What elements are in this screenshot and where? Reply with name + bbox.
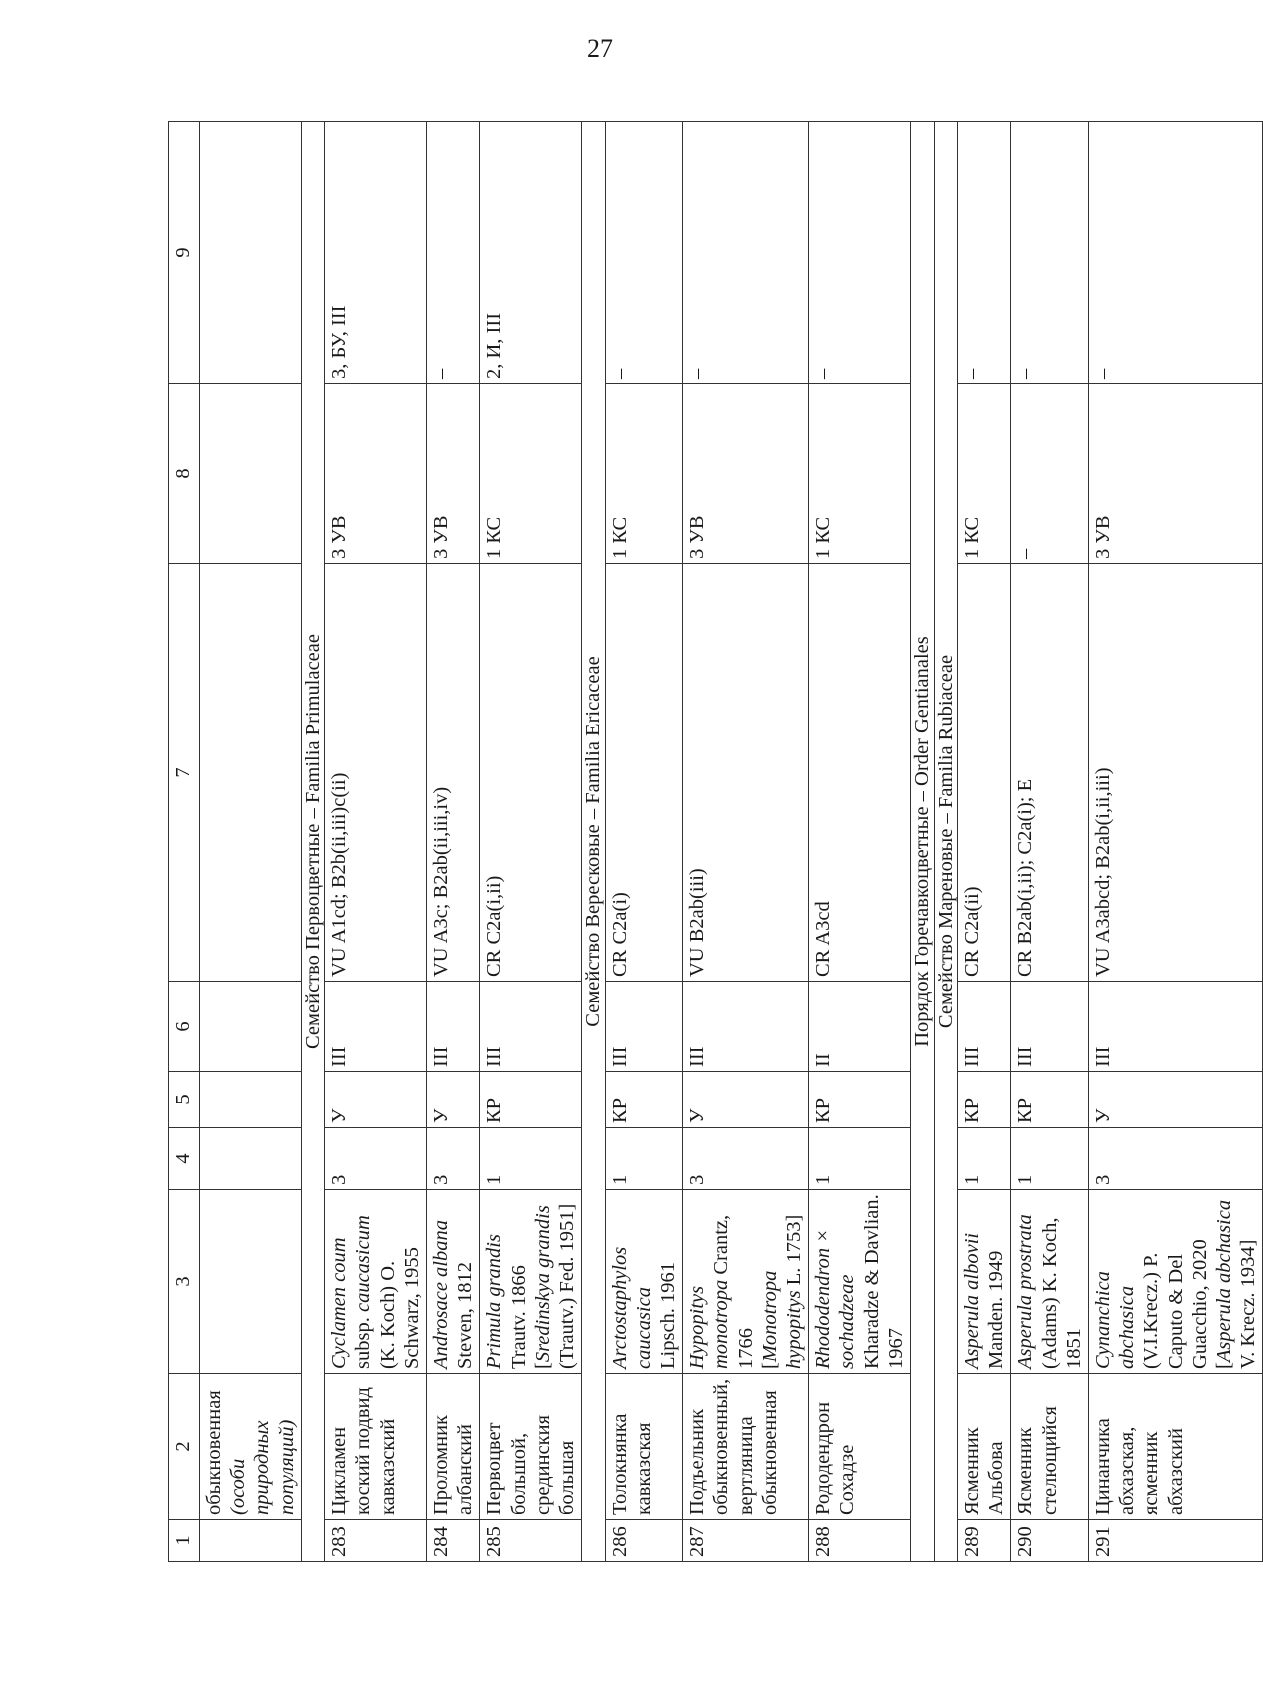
col-header-3: 3	[169, 1190, 200, 1374]
category-cell: 3	[1089, 1128, 1263, 1190]
section-title: Семейство Первоцветные – Familia Primulaceae	[301, 122, 325, 1562]
species-russian-name: Ясменник Альбова	[958, 1374, 1011, 1520]
order-title: Порядок Горечавкоцветные – Order Gentianales	[910, 122, 934, 1562]
priority-cell: III	[1011, 982, 1089, 1072]
notes-cell: –	[605, 122, 683, 384]
section-title: Семейство Вересковые – Familia Ericaceae	[582, 122, 606, 1562]
species-russian-name: Подъельник обыкновенный, вертляница обыкновенная	[683, 1374, 809, 1520]
species-russian-name: Проломник албанский	[427, 1374, 480, 1520]
priority-cell: III	[958, 982, 1011, 1072]
row-number: 284	[427, 1520, 480, 1562]
species-russian-name: Цикламен коский подвид кавказский	[325, 1374, 427, 1520]
notes-cell: 2, И, III	[480, 122, 582, 384]
row-number: 288	[809, 1520, 911, 1562]
species-russian-name: Цинанчика абхазская, ясменник абхазский	[1089, 1374, 1263, 1520]
status-cell: КР	[809, 1072, 911, 1128]
row-number: 290	[1011, 1520, 1089, 1562]
iucn-criteria-cell: CR C2a(i,ii)	[480, 564, 582, 982]
table-row	[1011, 122, 1089, 1562]
status-cell: У	[1089, 1072, 1263, 1128]
species-latin-name: Rhododendron × sochadzeae Kharadze & Davlian. 1967	[809, 1190, 911, 1374]
russia-category-cell: 3 УВ	[1089, 384, 1263, 564]
iucn-criteria-cell: VU A3c; B2ab(ii,iii,iv)	[427, 564, 480, 982]
notes-cell: –	[427, 122, 480, 384]
russia-category-cell: –	[1011, 384, 1089, 564]
species-russian-name: Ясменник стелющийся	[1011, 1374, 1089, 1520]
iucn-criteria-cell: VU A1cd; B2b(ii,iii)c(ii)	[325, 564, 427, 982]
priority-cell: III	[427, 982, 480, 1072]
row-number: 286	[605, 1520, 683, 1562]
russia-category-cell: 1 КС	[809, 384, 911, 564]
priority-cell: III	[325, 982, 427, 1072]
category-cell: 3	[427, 1128, 480, 1190]
row-number: 291	[1089, 1520, 1263, 1562]
section-header	[582, 122, 606, 1562]
iucn-criteria-cell: CR A3cd	[809, 564, 911, 982]
notes-cell: 3, БУ, III	[325, 122, 427, 384]
table-row	[325, 122, 427, 1562]
col-header-8: 8	[169, 384, 200, 564]
category-cell: 1	[958, 1128, 1011, 1190]
russia-category-cell: 1 КС	[605, 384, 683, 564]
table-row	[427, 122, 480, 1562]
section-header	[934, 122, 958, 1562]
status-cell: У	[325, 1072, 427, 1128]
russia-category-cell: 3 УВ	[427, 384, 480, 564]
notes-cell: –	[1089, 122, 1263, 384]
iucn-criteria-cell: CR C2a(ii)	[958, 564, 1011, 982]
col-header-9: 9	[169, 122, 200, 384]
species-latin-name: Arctostaphylos caucasica Lipsch. 1961	[605, 1190, 683, 1374]
section-header	[301, 122, 325, 1562]
section-title: Семейство Мареновые – Familia Rubiaceae	[934, 122, 958, 1562]
notes-cell: –	[958, 122, 1011, 384]
priority-cell: II	[809, 982, 911, 1072]
table-row	[200, 122, 302, 1562]
russia-category-cell: 1 КС	[958, 384, 1011, 564]
table-row	[683, 122, 809, 1562]
table-row	[809, 122, 911, 1562]
col-header-5: 5	[169, 1072, 200, 1128]
russia-category-cell: 1 КС	[480, 384, 582, 564]
row-number: 283	[325, 1520, 427, 1562]
priority-cell: III	[480, 982, 582, 1072]
row-number: 289	[958, 1520, 1011, 1562]
status-cell: КР	[1011, 1072, 1089, 1128]
category-cell: 1	[480, 1128, 582, 1190]
notes-cell: –	[1011, 122, 1089, 384]
category-cell: 1	[1011, 1128, 1089, 1190]
status-cell: У	[683, 1072, 809, 1128]
table-row	[958, 122, 1011, 1562]
species-latin-name: Cyclamen coum subsp. caucasicum (K. Koch) O. Schwarz, 1955	[325, 1190, 427, 1374]
table-row	[1089, 122, 1263, 1562]
status-cell: У	[427, 1072, 480, 1128]
russia-category-cell: 3 УВ	[325, 384, 427, 564]
species-russian-name: обыкновенная (особи природных популяций)	[200, 1374, 302, 1520]
species-latin-name: Androsace albana Steven, 1812	[427, 1190, 480, 1374]
column-number-row	[169, 122, 200, 1562]
iucn-criteria-cell: VU B2ab(iii)	[683, 564, 809, 982]
iucn-criteria-cell: CR B2ab(i,ii); C2a(i); E	[1011, 564, 1089, 982]
red-list-table	[168, 122, 1260, 1562]
species-latin-name: Cynanchica abchasica (V.I.Krecz.) P. Caputo & Del Guacchio, 2020 [Asperula abchasica V. Krecz. 1934]	[1089, 1190, 1263, 1374]
russia-category-cell: 3 УВ	[683, 384, 809, 564]
row-number: 285	[480, 1520, 582, 1562]
category-cell: 3	[325, 1128, 427, 1190]
priority-cell: III	[605, 982, 683, 1072]
col-header-7: 7	[169, 564, 200, 982]
iucn-criteria-cell: VU A3abcd; B2ab(i,ii,iii)	[1089, 564, 1263, 982]
species-latin-name: Asperula prostrata (Adams) K. Koch, 1851	[1011, 1190, 1089, 1374]
table-row	[605, 122, 683, 1562]
col-header-4: 4	[169, 1128, 200, 1190]
category-cell: 3	[683, 1128, 809, 1190]
notes-cell: –	[809, 122, 911, 384]
species-russian-name: Первоцвет большой, срединския большая	[480, 1374, 582, 1520]
order-header	[910, 122, 934, 1562]
status-cell: КР	[480, 1072, 582, 1128]
category-cell: 1	[809, 1128, 911, 1190]
table-row	[480, 122, 582, 1562]
status-cell: КР	[958, 1072, 1011, 1128]
species-russian-name: Рододендрон Сохадзе	[809, 1374, 911, 1520]
col-header-1: 1	[169, 1520, 200, 1562]
status-cell: КР	[605, 1072, 683, 1128]
category-cell: 1	[605, 1128, 683, 1190]
species-russian-name: Толокнянка кавказская	[605, 1374, 683, 1520]
col-header-6: 6	[169, 982, 200, 1072]
priority-cell: III	[1089, 982, 1263, 1072]
priority-cell: III	[683, 982, 809, 1072]
notes-cell: –	[683, 122, 809, 384]
species-latin-name: Primula grandis Trautv. 1866 [Sredinskya grandis (Trautv.) Fed. 1951]	[480, 1190, 582, 1374]
page-number: 27	[587, 34, 613, 63]
species-latin-name: Asperula albovii Manden. 1949	[958, 1190, 1011, 1374]
col-header-2: 2	[169, 1374, 200, 1520]
species-latin-name: Hypopitys monotropa Crantz, 1766 [Monotropa hypopitys L. 1753]	[683, 1190, 809, 1374]
row-number: 287	[683, 1520, 809, 1562]
iucn-criteria-cell: CR C2a(i)	[605, 564, 683, 982]
